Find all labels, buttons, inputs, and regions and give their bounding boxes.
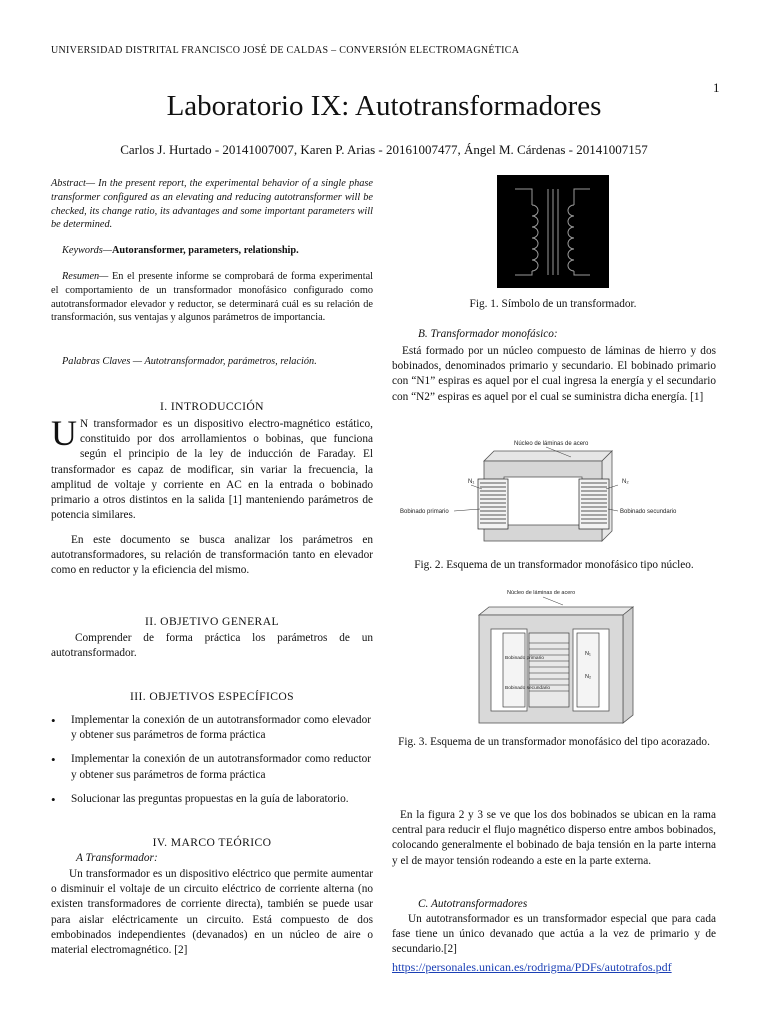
resumen <box>51 270 373 325</box>
page-number: 1 <box>713 80 720 95</box>
keywords-label: Keywords— <box>62 245 112 256</box>
objetivo-text: Comprender de forma práctica los parámetros de un autotransformador. <box>51 632 373 660</box>
figure-1-image <box>497 175 609 288</box>
subsection-a-text: Un transformador es un dispositivo eléctrico que permite aumentar o disminuir el voltaje de un circuito eléctrico de corriente alterna (no existen transformadores de corriente directa), también se puede usar para aislar eléctricamente un circuito. Está compuesto de dos embobinados independientes (devanados) en un núcleo de aire o material electromagnético. [2] <box>51 868 373 957</box>
fig2-label-secondary: Bobinado secundario <box>620 509 677 515</box>
fig2-label-core: Núcleo de láminas de acero <box>514 441 589 447</box>
figures-explanation: En la figura 2 y 3 se ve que los dos bobinados se ubican en la rama central para reducir el flujo magnético disperso entre ambos bobinados, colocando generalmente el bobinado de baja tensión en la parte interna y el de mayor tensión rodeando a este en la parte externa. <box>392 809 716 867</box>
resumen-label: Resumen— <box>62 271 109 282</box>
objectives-list <box>49 713 371 816</box>
running-header: UNIVERSIDAD DISTRITAL FRANCISCO JOSÉ DE CALDAS – CONVERSIÓN ELECTROMAGNÉTICA <box>51 45 520 56</box>
section-heading-especificos: III. OBJETIVOS ESPECÍFICOS <box>129 690 295 703</box>
drop-cap: U <box>51 413 77 453</box>
fig2-label-n1: N₁ <box>468 479 475 485</box>
abstract-label: Abstract— <box>51 178 96 189</box>
objective-item: • Implementar la conexión de un autotransformador como reductor y obtener sus parámetros de forma práctica <box>49 752 371 782</box>
figure-2-caption: Fig. 2. Esquema de un transformador monofásico tipo núcleo. <box>414 559 694 571</box>
section-heading-objetivo: II. OBJETIVO GENERAL <box>145 615 279 628</box>
subsection-c-text: Un autotransformador es un transformador especial que para cada fase tiene un único devanado que actúa a la vez de primario y de secundario.[2] <box>392 913 716 956</box>
fig3-label-n1: N₁ <box>585 651 591 657</box>
fig3-label-secondary: Bobinado secundario <box>505 686 551 691</box>
subsection-c-heading: C. Autotransformadores <box>418 898 528 910</box>
intro-paragraph-2: En este documento se busca analizar los parámetros en autotransformadores, su relación de transformación tanto en elevador como en reductor y la eficiencia del mismo. <box>51 534 373 577</box>
intro-paragraph-1 <box>51 413 373 523</box>
paper-title: Laboratorio IX: Autotransformadores <box>166 90 602 122</box>
fig2-label-primary: Bobinado primario <box>400 509 449 515</box>
resumen-text: En el presente informe se comprobará de forma experimental el comportamiento de un transformador monofásico configurado como autotransformador elevador y reductor, se determinará cuál es su relación de transformación, sus ventajas y algunos parámetros de importancia. <box>51 271 373 324</box>
figure-1-caption: Fig. 1. Símbolo de un transformador. <box>469 298 637 310</box>
reference-link-text[interactable]: https://personales.unican.es/rodrigma/PDFs/autotrafos.pdf <box>392 960 672 974</box>
authors-line: Carlos J. Hurtado - 20141007007, Karen P. Arias - 20161007477, Ángel M. Cárdenas - 20141007157 <box>120 142 648 157</box>
abstract-text: In the present report, the experimental behavior of a single phase transformer configured as an elevating and reducing autotransformer will be checked, its change ratio, its advantages and some important parameters will be determined. <box>51 178 373 231</box>
abstract <box>51 177 373 232</box>
figure-2-image <box>396 433 714 548</box>
shell-type-transformer-drawing <box>473 585 638 727</box>
transformer-symbol-drawing <box>497 175 609 288</box>
objective-item: • Solucionar las preguntas propuestas en la guía de laboratorio. <box>49 792 371 807</box>
subsection-b-heading: B. Transformador monofásico: <box>418 328 558 340</box>
fig3-label-n2: N₂ <box>585 674 592 680</box>
fig3-label-core: Núcleo de láminas de acero <box>507 590 576 596</box>
palabras-claves: Palabras Claves — Autotransformador, parámetros, relación. <box>62 356 317 367</box>
figure-3-caption: Fig. 3. Esquema de un transformador monofásico del tipo acorazado. <box>398 736 710 748</box>
fig2-label-n2: N₂ <box>622 479 629 485</box>
intro-p1-text: N transformador es un dispositivo electro-magnético estático, constituido por dos arrollamientos o bobinas, que funciona según el principio de la ley de inducción de Faraday. El transformador es capaz de modificar, sin variar la frecuencia, la amplitud de voltaje y corriente en AC en la entrada o bobinado primario a otros distintos en la salida [1] manteniendo parámetros de potencia similares. <box>51 418 373 522</box>
figure-3-image <box>473 585 638 727</box>
section-heading-marco: IV. MARCO TEÓRICO <box>152 836 272 849</box>
section-heading-intro: I. INTRODUCCIÓN <box>160 400 264 413</box>
reference-link[interactable] <box>392 960 672 975</box>
objective-item: • Implementar la conexión de un autotransformador como elevador y obtener sus parámetros de forma práctica <box>49 713 371 743</box>
core-type-transformer-drawing <box>396 433 714 548</box>
keywords-text: Autoransformer, parameters, relationship. <box>111 245 299 256</box>
fig3-label-primary: Bobinado primario <box>505 656 544 661</box>
subsection-a-heading: A Transformador: <box>76 852 158 864</box>
subsection-b-text: Está formado por un núcleo compuesto de láminas de hierro y dos bobinados, denominados primario y secundario. El bobinado primario con “N1” espiras es aquel por el cual ingresa la energía y el secundario con “N2” espiras es aquel por el cual se suministra dicha energía. [1] <box>392 345 716 403</box>
keywords <box>62 245 374 256</box>
